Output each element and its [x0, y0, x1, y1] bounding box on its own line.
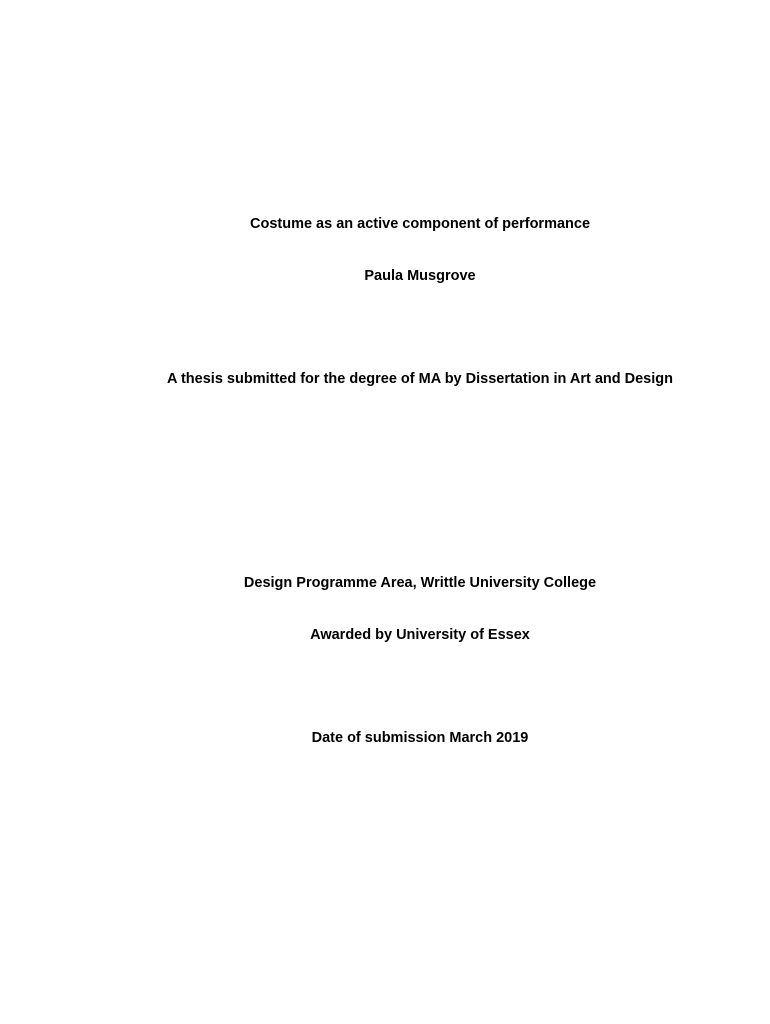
submission-date: Date of submission March 2019 — [311, 730, 529, 746]
awarding-body: Awarded by University of Essex — [310, 627, 530, 643]
thesis-title: Costume as an active component of performance — [249, 216, 591, 232]
department-institution: Design Programme Area, Writtle University College — [243, 575, 597, 591]
degree-statement: A thesis submitted for the degree of MA by Dissertation in Art and Design — [167, 371, 673, 387]
author-name: Paula Musgrove — [364, 268, 476, 284]
